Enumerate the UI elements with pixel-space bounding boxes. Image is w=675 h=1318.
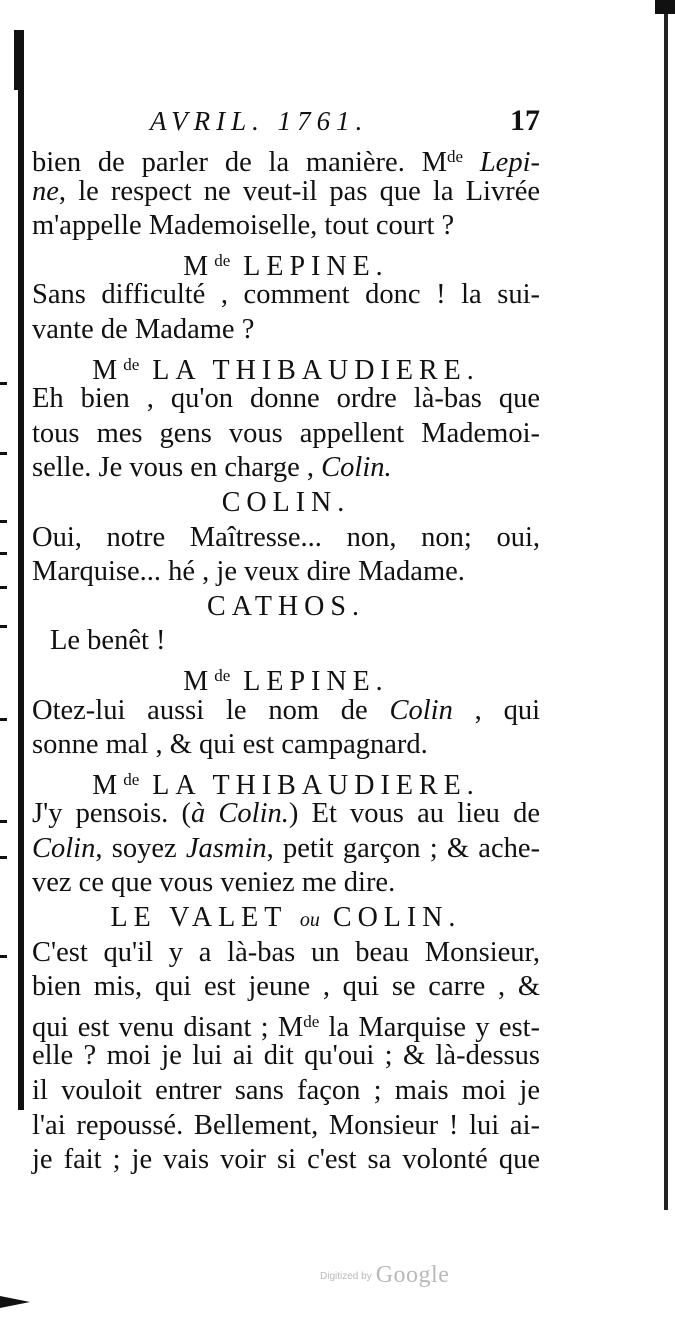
scan-edge-arrow <box>0 1296 30 1308</box>
text-line: elle ? moi je lui ai dit qu'oui ; & là-dessus <box>32 1040 540 1072</box>
speaker-heading: Mde LA THIBAUDIERE. <box>92 354 480 386</box>
text-line: m'appelle Mademoiselle, tout court ? <box>32 210 455 242</box>
digitized-label: Digitized by <box>320 1271 372 1282</box>
running-head: AVRIL. 1761. <box>150 106 369 136</box>
text-line: Marquise... hé , je veux dire Madame. <box>32 556 465 588</box>
text-line: bien mis, qui est jeune , qui se carre , & <box>32 971 540 1003</box>
text-line: vez ce que vous veniez me dire. <box>32 867 396 899</box>
text-line: Le benêt ! <box>50 625 166 657</box>
text-line: ne, le respect ne veut-il pas que la Livrée <box>32 175 540 207</box>
page-corner-mark <box>655 0 675 14</box>
page-edge-rule <box>664 0 668 1210</box>
speaker-heading: LE VALET ou COLIN. <box>110 902 462 934</box>
text-line: Eh bien , qu'on donne ordre là-bas que <box>32 383 540 415</box>
text-line: selle. Je vous en charge , Colin. <box>32 452 392 484</box>
body-text <box>32 140 540 1178</box>
google-logo-text: Google <box>375 1262 450 1288</box>
text-line: Otez-lui aussi le nom de Colin , qui <box>32 694 540 726</box>
binding-edge-rule <box>18 30 24 1110</box>
speaker-heading: Mde LEPINE. <box>183 250 389 282</box>
text-line: qui est venu disant ; Mde la Marquise y est- <box>32 1011 540 1043</box>
text-line: sonne mal , & qui est campagnard. <box>32 729 428 761</box>
text-line: C'est qu'il y a là-bas un beau Monsieur, <box>32 936 540 968</box>
text-line: bien de parler de la manière. Mde Lepi- <box>32 147 540 178</box>
page-number: 17 <box>510 104 540 137</box>
text-line: l'ai repoussé. Bellement, Monsieur ! lui ai- <box>32 1109 540 1141</box>
speaker-heading: Mde LA THIBAUDIERE. <box>92 769 480 801</box>
text-line: Oui, notre Maîtresse... non, non; oui, <box>32 521 540 553</box>
text-line: il vouloit entrer sans façon ; mais moi je <box>32 1075 540 1107</box>
text-line: Sans difficulté , comment donc ! la sui- <box>32 279 540 311</box>
text-line: je fait ; je vais voir si c'est sa volonté que <box>32 1144 540 1176</box>
digitized-watermark <box>320 1262 449 1292</box>
text-line: tous mes gens vous appellent Mademoi- <box>32 417 540 449</box>
page-header <box>150 106 540 142</box>
text-line: Colin, soyez Jasmin, petit garçon ; & ache- <box>32 832 540 864</box>
speaker-heading: COLIN. <box>221 486 351 518</box>
text-line: vante de Madame ? <box>32 313 255 345</box>
text-line: J'y pensois. (à Colin.) Et vous au lieu de <box>32 798 540 830</box>
speaker-heading: Mde LEPINE. <box>183 665 389 697</box>
speaker-heading: CATHOS. <box>207 590 365 622</box>
